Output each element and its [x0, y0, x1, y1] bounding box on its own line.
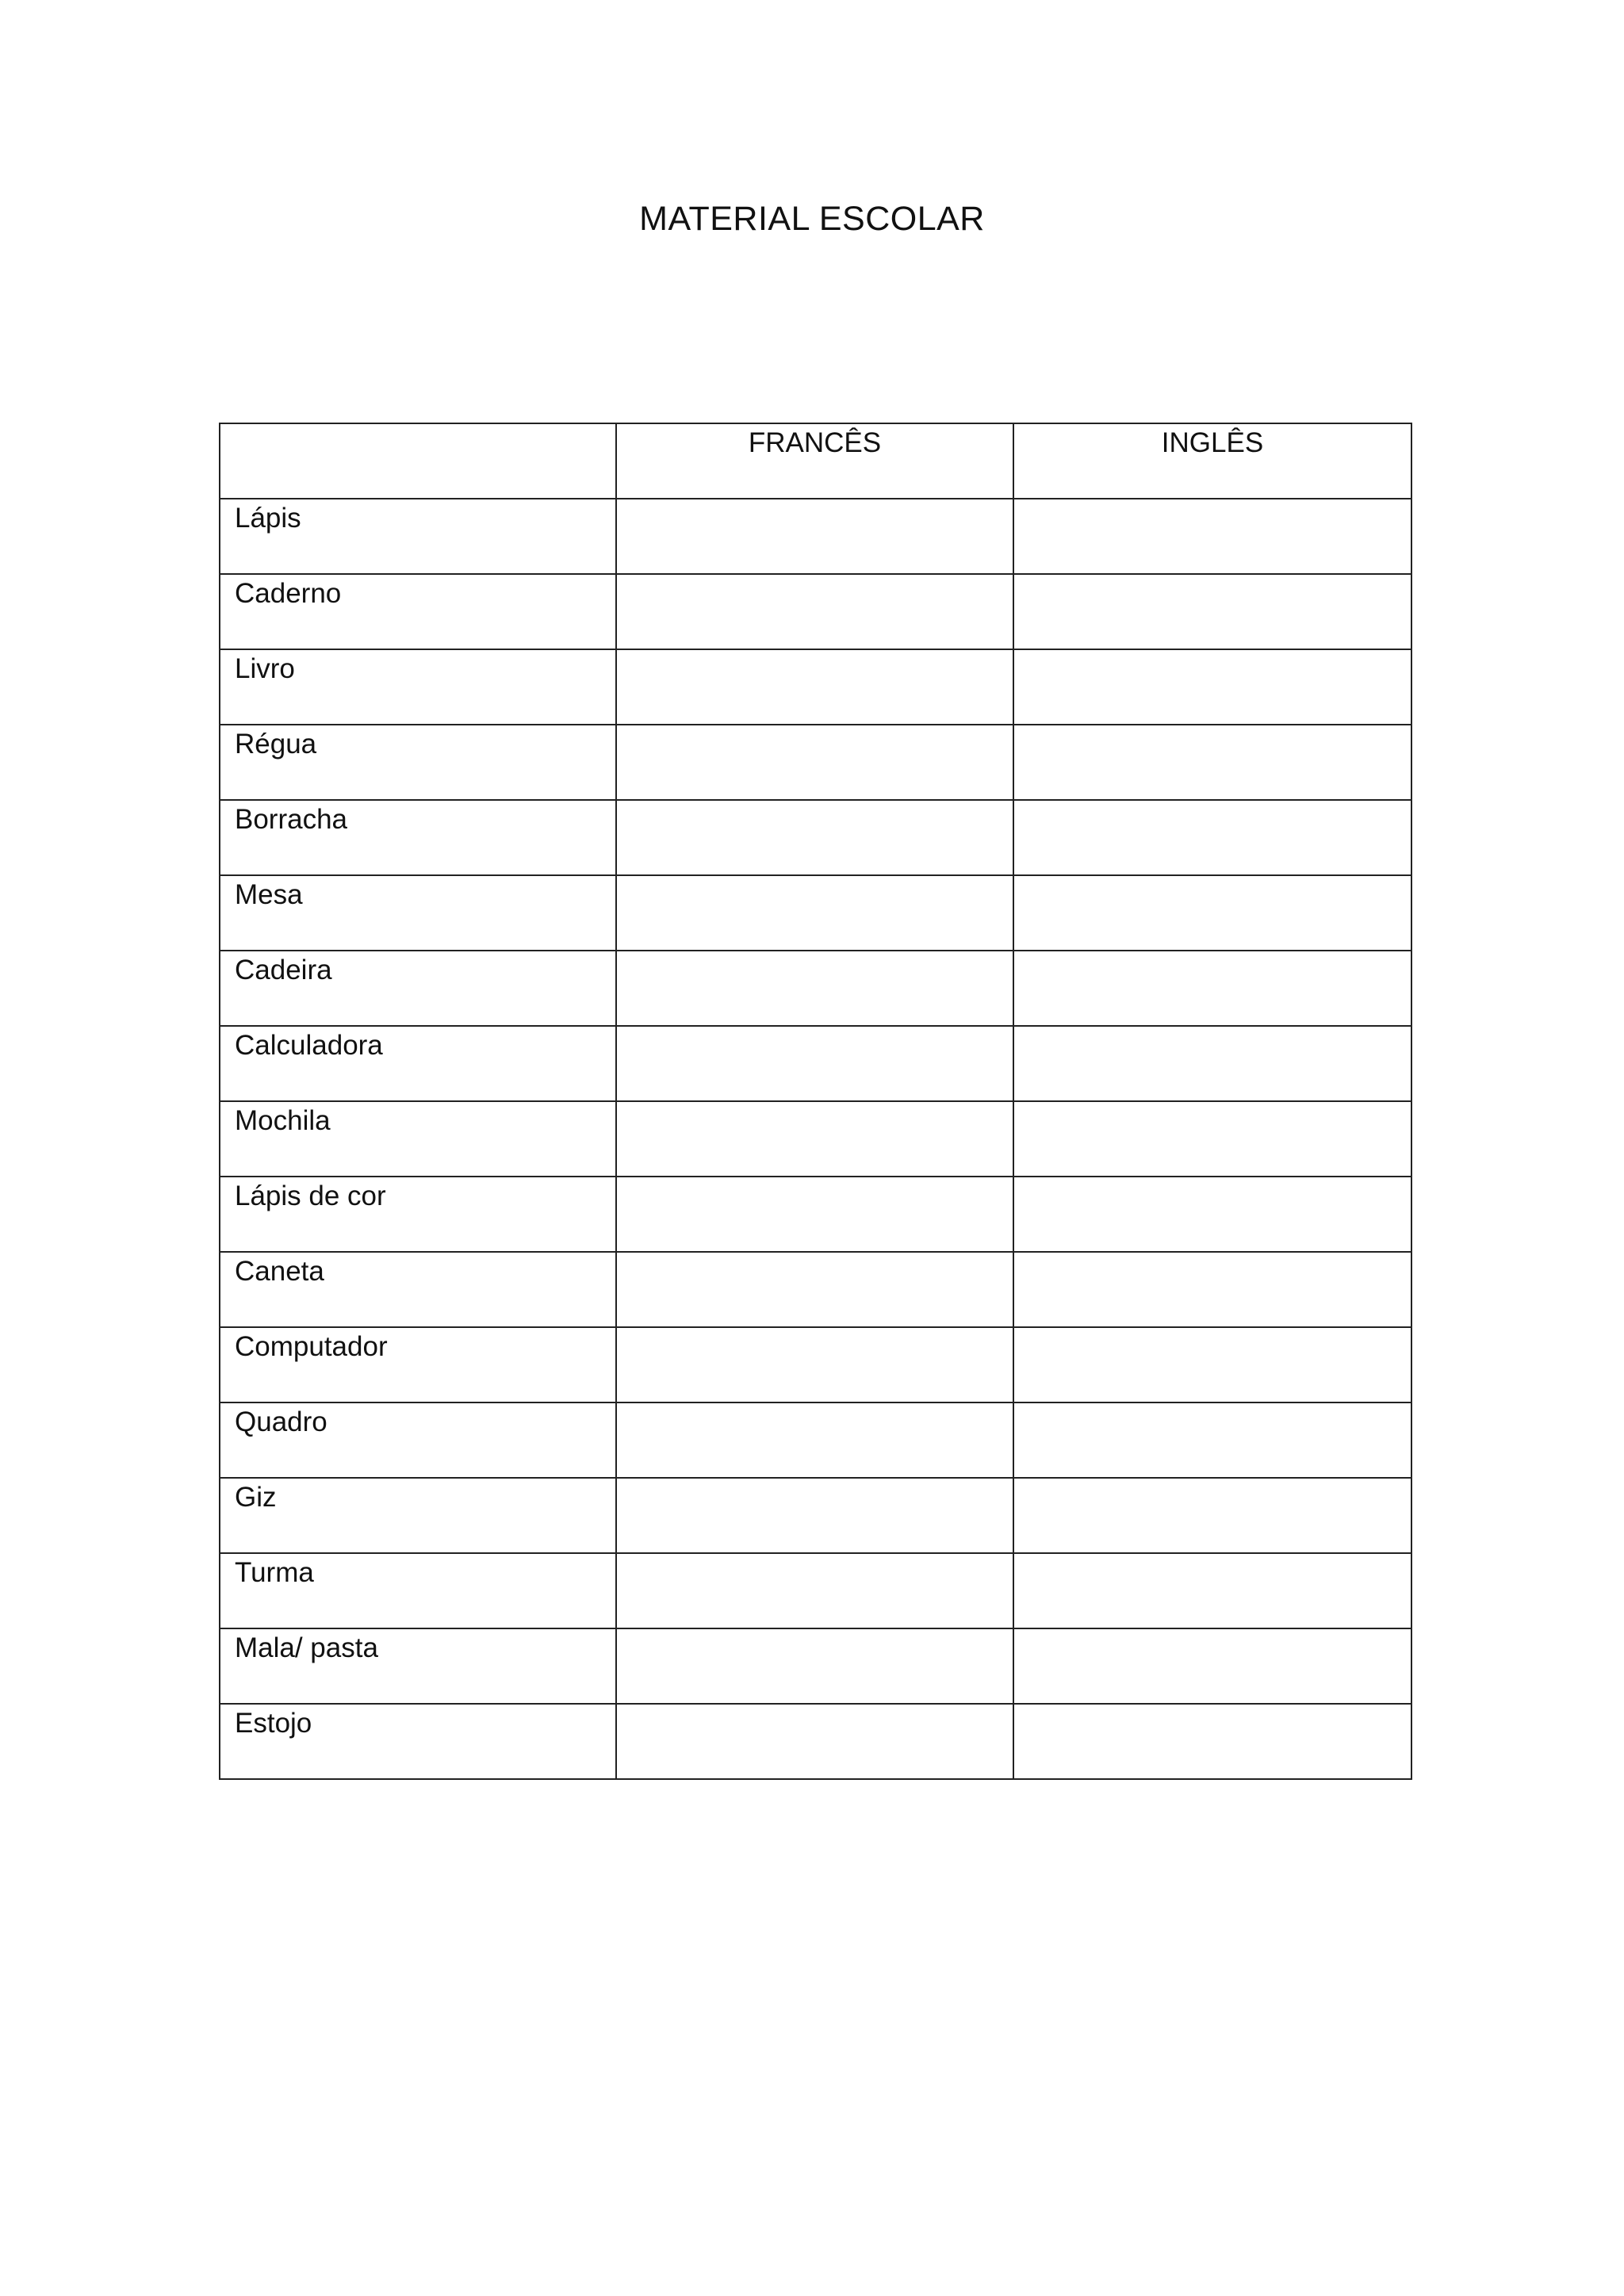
english-answer-cell[interactable]: [1013, 1252, 1411, 1327]
english-answer-cell[interactable]: [1013, 1553, 1411, 1628]
english-answer-cell[interactable]: [1013, 1478, 1411, 1553]
french-answer-cell[interactable]: [616, 1553, 1013, 1628]
word-cell: Lápis de cor: [220, 1177, 616, 1252]
english-answer-cell[interactable]: [1013, 1628, 1411, 1704]
french-answer-cell[interactable]: [616, 1628, 1013, 1704]
word-cell: Lápis: [220, 499, 616, 574]
word-cell: Borracha: [220, 800, 616, 875]
word-cell: Caneta: [220, 1252, 616, 1327]
french-answer-cell[interactable]: [616, 1026, 1013, 1101]
table-row: [220, 1704, 1411, 1779]
word-cell: Computador: [220, 1327, 616, 1402]
word-cell: Cadeira: [220, 951, 616, 1026]
french-answer-cell[interactable]: [616, 875, 1013, 951]
french-answer-cell[interactable]: [616, 725, 1013, 800]
table-body: [220, 499, 1411, 1779]
table-row: [220, 1026, 1411, 1101]
word-cell: Mala/ pasta: [220, 1628, 616, 1704]
table-row: [220, 1478, 1411, 1553]
word-cell: Mesa: [220, 875, 616, 951]
table-row: [220, 1553, 1411, 1628]
french-answer-cell[interactable]: [616, 1252, 1013, 1327]
word-cell: Livro: [220, 649, 616, 725]
word-cell: Giz: [220, 1478, 616, 1553]
english-answer-cell[interactable]: [1013, 1402, 1411, 1478]
table-row: [220, 1402, 1411, 1478]
word-cell: Turma: [220, 1553, 616, 1628]
french-answer-cell[interactable]: [616, 499, 1013, 574]
word-cell: Caderno: [220, 574, 616, 649]
table-row: [220, 875, 1411, 951]
french-answer-cell[interactable]: [616, 1478, 1013, 1553]
french-answer-cell[interactable]: [616, 1177, 1013, 1252]
page-title: MATERIAL ESCOLAR: [639, 200, 985, 238]
table-row: [220, 1101, 1411, 1177]
english-answer-cell[interactable]: [1013, 1026, 1411, 1101]
english-answer-cell[interactable]: [1013, 1327, 1411, 1402]
english-answer-cell[interactable]: [1013, 725, 1411, 800]
word-cell: Régua: [220, 725, 616, 800]
french-answer-cell[interactable]: [616, 1101, 1013, 1177]
vocabulary-table: [219, 423, 1412, 1780]
english-answer-cell[interactable]: [1013, 574, 1411, 649]
french-answer-cell[interactable]: [616, 1704, 1013, 1779]
french-answer-cell[interactable]: [616, 1327, 1013, 1402]
french-answer-cell[interactable]: [616, 574, 1013, 649]
table-row: [220, 1177, 1411, 1252]
table-row: [220, 1327, 1411, 1402]
english-answer-cell[interactable]: [1013, 499, 1411, 574]
word-cell: Quadro: [220, 1402, 616, 1478]
french-answer-cell[interactable]: [616, 1402, 1013, 1478]
word-cell: Mochila: [220, 1101, 616, 1177]
english-answer-cell[interactable]: [1013, 875, 1411, 951]
english-answer-cell[interactable]: [1013, 951, 1411, 1026]
header-english: INGLÊS: [1013, 423, 1411, 499]
english-answer-cell[interactable]: [1013, 800, 1411, 875]
english-answer-cell[interactable]: [1013, 1177, 1411, 1252]
table-row: [220, 800, 1411, 875]
table-row: [220, 951, 1411, 1026]
table-row: [220, 1252, 1411, 1327]
french-answer-cell[interactable]: [616, 951, 1013, 1026]
table-header-row: [220, 423, 1411, 499]
french-answer-cell[interactable]: [616, 649, 1013, 725]
table-row: [220, 725, 1411, 800]
french-answer-cell[interactable]: [616, 800, 1013, 875]
table-row: [220, 499, 1411, 574]
header-portuguese: [220, 423, 616, 499]
header-french: FRANCÊS: [616, 423, 1013, 499]
table-row: [220, 574, 1411, 649]
english-answer-cell[interactable]: [1013, 1101, 1411, 1177]
english-answer-cell[interactable]: [1013, 649, 1411, 725]
table-row: [220, 649, 1411, 725]
word-cell: Calculadora: [220, 1026, 616, 1101]
english-answer-cell[interactable]: [1013, 1704, 1411, 1779]
table-row: [220, 1628, 1411, 1704]
word-cell: Estojo: [220, 1704, 616, 1779]
